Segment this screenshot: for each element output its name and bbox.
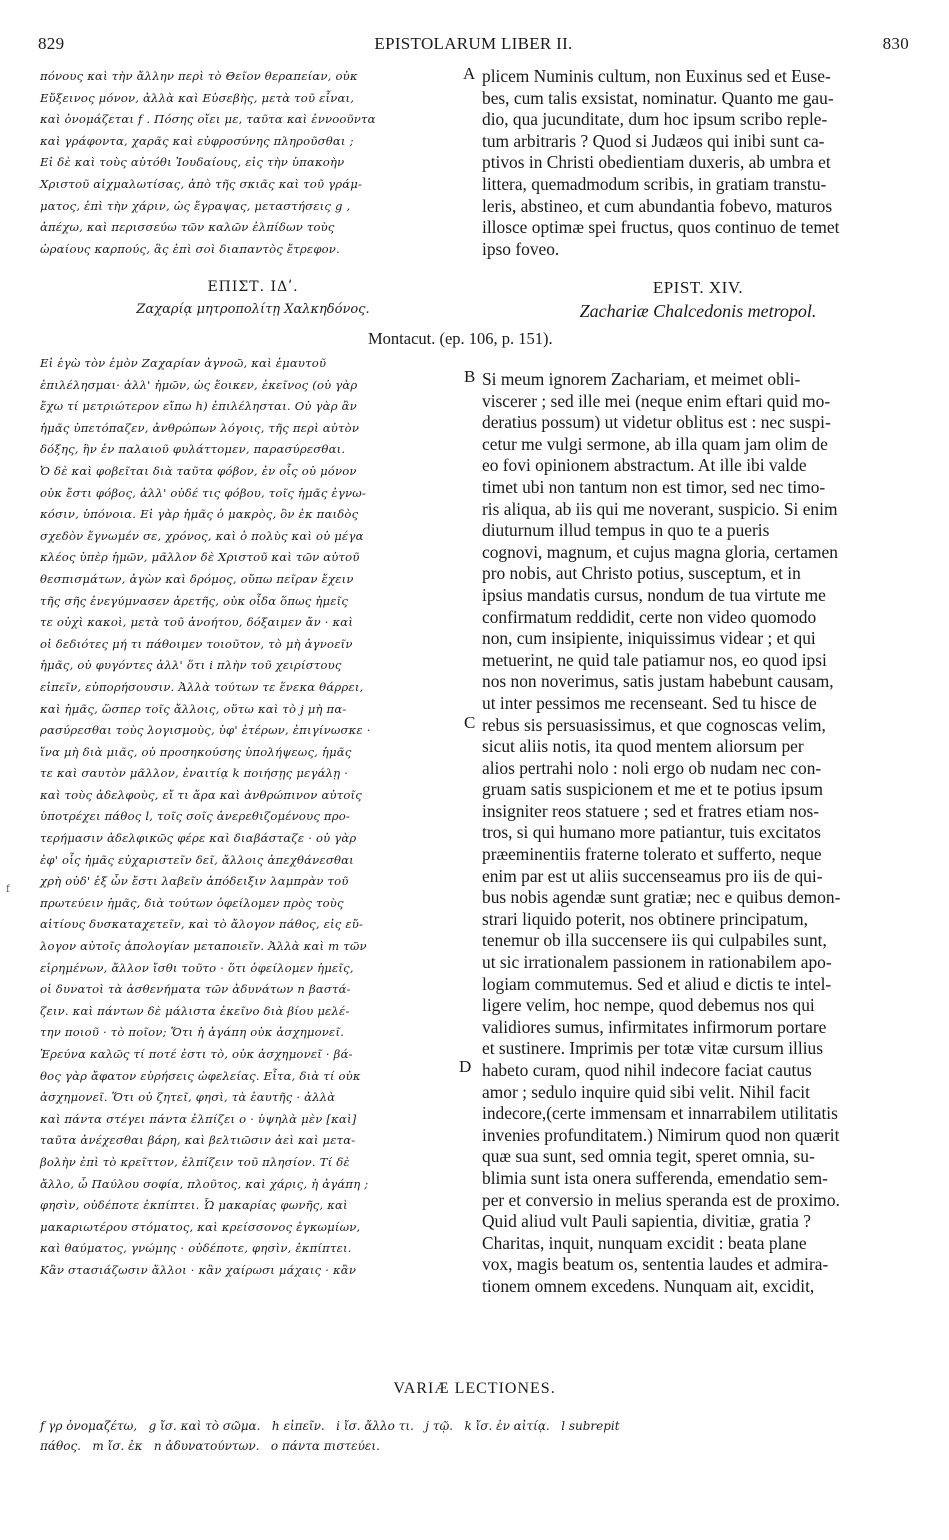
- latin-epistle-addressee: Zachariæ Chalcedonis metropol.: [579, 301, 817, 321]
- greek-epistle-heading: ΕΠΙΣΤ. ΙΔʹ.: [207, 279, 299, 295]
- margin-letter-d: D: [459, 1057, 472, 1076]
- greek-column-body: Εἰ ἐγὼ τὸν ἐμὸν Ζαχαρίαν ἀγνοῶ, καὶ ἐμαυτοῦ ἐπιλέλησμαι· ἀλλ' ἡμῶν, ὡς ἔοικεν, ἐκεῖνος (οὐ γὰρ ἔχω τί μετριώτερον εἴπω h) ἐπιλέλησται. Οὐ γὰρ ἂν ἡμᾶς ὑπετόπαζεν, ἀνθρώπων λόγοις, τῆς περὶ αὐτὸν δόξης, ἣν ἐν παλαιοῦ φυλάττομεν, παρασύρεσθαι. Ὁ δὲ καὶ φοβεῖται διὰ ταῦτα φόβον, ἐν οἷς οὐ μόνον οὐκ ἔστι φόβος, ἀλλ' οὐδέ τις φόβου, τοῖς ἡμᾶς ἐγνω- κόσιν, ὑπόνοια. Εἰ γὰρ ἡμᾶς ὁ μακρὸς, ὃν ἐκ παιδὸς σχεδὸν ἔγνωμέν σε, χρόνος, καὶ ὁ πολὺς καὶ οὐ μέγα κλέος ὑπὲρ ἡμῶν, μᾶλλον δὲ Χριστοῦ καὶ τῶν αὐτοῦ θεσπισμάτων, ἀγὼν καὶ δρόμος, οὔπω πεῖραν ἔχειν τῆς σῆς ἐνεγύμνασεν ἀρετῆς, οὐκ οἶδα ὅπως ἡμεῖς τε οὐχὶ κακοὶ, μετὰ τοῦ ἀνοήτου, δόξαιμεν ἄν · καὶ οἱ δεδιότες μή τι πάθοιμεν τοιοῦτον, τὸ μὴ ἀγνοεῖν ἡμᾶς, οὐ φυγόντες ἀλλ' ὅτι i πλὴν τοῦ χειρίστους εἰπεῖν, εὐπορήσουσιν. Ἀλλὰ τούτων τε ἕνεκα θάρρει, καὶ ἡμᾶς, ὥσπερ τοῖς ἄλλοις, οὕτω καὶ τὸ j μὴ πα- ρασύρεσθαι τοὺς λογισμοὺς, ὑφ' ἑτέρων, ἐπιγίνωσκε · ἵνα μὴ διὰ μιᾶς, οὐ προσηκούσης ὑπολήψεως, ἡμᾶς τε καὶ σαυτὸν μᾶλλον, ἐναιτίᾳ k ποιήσῃς μεγάλῃ · καὶ τοὺς ἀδελφοὺς, εἴ τι ἄρα καὶ ἀνθρώπινον αὐτοῖς ὑποτρέχει πάθος l, τοῖς σοῖς ἀνερεθιζομένους προ- τερήμασιν ἀδελφικῶς φέρε καὶ διαβάσταζε · οὐ γὰρ ἐφ' οἷς ἡμᾶς εὐχαριστεῖν δεῖ, ἄλλοις ἀπεχθάνεσθαι χρὴ οὐδ' ἐξ ὧν ἔστι λαβεῖν ἀπόδειξιν λαμπρὰν τοῦ πρωτεύειν ἡμᾶς, διὰ τούτων ὀφείλομεν πρὸς τοὺς αἰτίους δυσκαταχετεῖν, καὶ τὸ ἄλογον πάθος, εἰς εὔ- λογον αὐτοῖς ἀπολογίαν μεταποιεῖν. Ἀλλὰ καὶ m τῶν εἰρημένων, ἄλλον ἴσθι τοῦτο · ὅτι ὀφείλομεν ἡμεῖς, οἱ δυνατοὶ τὰ ἀσθενήματα τῶν ἀδυνάτων n βαστά- ζειν. καὶ πάντων δὲ μάλιστα ἐκεῖνο διὰ βίου μελέ- την ποιοῦ · τὸ ποῖον; Ὅτι ἡ ἀγάπη οὐκ ἀσχημονεῖ. Ἐρεύνα καλῶς τί ποτέ ἐστι τὸ, οὐκ ἀσχημονεῖ · βά- θος γὰρ ἄφατον εὑρήσεις ὠφελείας. Εἶτα, διὰ τί οὐκ ἀσχημονεῖ. Ὅτι οὐ ζητεῖ, φησὶ, τὰ ἑαυτῆς · ἀλλὰ καὶ πάντα στέγει πάντα ἐλπίζει o · ὑψηλὰ μὲν [καὶ] ταῦτα ἀνέχεσθαι βάρη, καὶ βελτιῶσιν ἀεὶ καὶ μετα- βολὴν ἐπὶ τὸ κρεῖττον, ἐλπίζειν τοῦ πλησίον. Τί δὲ ἄλλο, ὦ Παύλου σοφία, πλοῦτος, καὶ χάρις, ἡ ἀγάπη ; φησὶν, οὐδέποτε ἐκπίπτει. Ὦ μακαρίας φωνῆς, καὶ μακαριωτέρου στόματος, καὶ κρείσσονος ἐγκωμίων, καὶ θαύματος, γνώμης · οὐδέποτε, φησὶν, ἐκπίπτει. Κἂν στασιάζωσιν ἄλλοι · κἂν χαίρωσι μάχαις · κἂν: [40, 356, 371, 1277]
- margin-letter-b: B: [464, 367, 476, 386]
- variae-lectiones-notes: f γρ ὀνομαζέτω, g ἴσ. καὶ τὸ σῶμα. h εἰπεῖν. i ἴσ. ἄλλο τι. j τῷ. k ἴσ. ἐν αἰτίᾳ. l subrepit πάθος. m ἴσ. ἐκ n ἀδυνατούντων. o πάντα πιστεύει.: [40, 1419, 620, 1453]
- greek-column-top: πόνους καὶ τὴν ἄλλην περὶ τὸ Θεῖον θεραπείαν, οὐκ Εὔξεινος μόνον, ἀλλὰ καὶ Εὐσεβὴς, μετὰ τοῦ εἶναι, καὶ ὀνομάζεται f . Πόσης οἴει με, ταῦτα καὶ ἐννοοῦντα καὶ γράφοντα, χαρᾶς καὶ εὐφροσύνης πληροῦσθαι ; Εἰ δὲ καὶ τοὺς αὐτόθι Ἰουδαίους, εἰς τὴν ὑπακοὴν Χριστοῦ αἰχμαλωτίσας, ἀπὸ τῆς σκιᾶς καὶ τοῦ γράμ- ματος, ἐπὶ τὴν χάριν, ὡς ἔγραψας, μεταστήσεις g , ἀπέχω, καὶ περισσεύω τῶν καλῶν ἐλπίδων τοὺς ὡραίους καρπούς, ἃς ἐπὶ σοὶ διαπαντὸς ἔτρεφον.: [40, 69, 376, 256]
- left-page-number: 829: [38, 34, 65, 53]
- right-page-number: 830: [882, 34, 909, 53]
- latin-column-body: Si meum ignorem Zachariam, et meimet obli- viscerer ; sed ille mei (neque enim eftari quid mo- deratius possum) ut videtur oblitus est : nec suspi- cetur me vulgi sermone, ab illa quam jam olim de eo fovi opinionem abstractum. At ille ibi valde timet ubi non tantum non est timor, sed nec timo- ris aliqua, ab iis qui me noverant, suspicio. Si enim diuturnum illud tempus in quo te a pueris cognovi, magnum, et cujus magna gloria, certamen pro nobis, aut Christo potius, susceptum, et in ipsius mandatis cursus, nondum de tua virtute me confirmatum reddidit, certe non video quomodo non, cum insipiente, iniquissimus videar ; et qui metuerint, ne quid tale patiamur nos, eo quod ipsi nos non noverimus, satis justam habebunt causam, ut inter pessimos me recenseant. Sed tu hisce de rebus sis persuasissimus, et que cognoscas velim, sicut aliis notis, ita quod mentem aliorsum per alios pertrahi nolo : noli ergo ob nudam nec con- gruam satis suspicionem et me et te potius ipsum insigniter reos statuere ; sed et fratres etiam nos- tros, si qui humano more patiantur, tuis excitatos præeminentiis fraterne tolerato et sufferto, neque enim par est ut aliis succenseamus pro iis de qui- bus nobis agendæ sunt gratiæ; nec e quibus demon- strari liquido poterit, nos obtinere principatum, tenemur ob illa succensere iis qui culpabiles sunt, ut sic irrationalem passionem in rationabilem apo- logiam commutemus. Sed et aliud e dictis te intel- ligere velim, hoc nempe, quod debemus nos qui validiores sumus, infirmitates infirmorum portare et sustinere. Imprimis per totæ vitæ cursum illius habeto curam, quod nihil indecore faciat cautus amor ; sedulo inquire quid sibi velit. Nihil facit indecore,(certe immensam et innarrabilem utilitatis invenies profunditatem.) Nimirum quod non quærit quæ sua sunt, sed omnia tegit, speret omnia, su- blimia sunt ista onera sufferenda, emendatio sem- per et conversio in melius speranda est de proximo. Quid aliud vult Pauli sapientia, divitiæ, gratia ? Charitas, inquit, nunquam excidit : beata plane vox, magis beatum os, sententia laudes et admira- tionem omnem excedens. Nunquam ait, excidit,: [482, 369, 841, 1296]
- page-header: [38, 34, 909, 56]
- variae-lectiones-heading: VARIÆ LECTIONES.: [393, 1380, 556, 1397]
- margin-letter-f: f: [6, 884, 10, 895]
- source-reference: Montacut. (ep. 106, p. 151).: [368, 329, 553, 348]
- greek-epistle-addressee: Ζαχαρίᾳ μητροπολίτῃ Χαλκηδόνος.: [136, 302, 370, 317]
- latin-column-top: plicem Numinis cultum, non Euxinus sed et Euse- bes, cum talis exsistat, nominatur. Quanto me gau- dio, qua jucunditate, dum hoc ipsum scribo reple- tum arbitraris ? Quod si Judæos qui inibi sunt ca- ptivos in Christi obedientiam duxeris, ab umbra et littera, quemadmodum scribis, in gratiam transtu- leris, abstineo, et cum abundantia fobevo, maturos illosce optimæ spei fructus, quos continuo de temet ipso foveo.: [482, 66, 840, 259]
- latin-epistle-heading: EPIST. XIV.: [652, 278, 744, 297]
- margin-letter-c: C: [464, 713, 476, 732]
- running-title: EPISTOLARUM LIBER II.: [374, 34, 573, 53]
- margin-letter-a: A: [463, 64, 476, 83]
